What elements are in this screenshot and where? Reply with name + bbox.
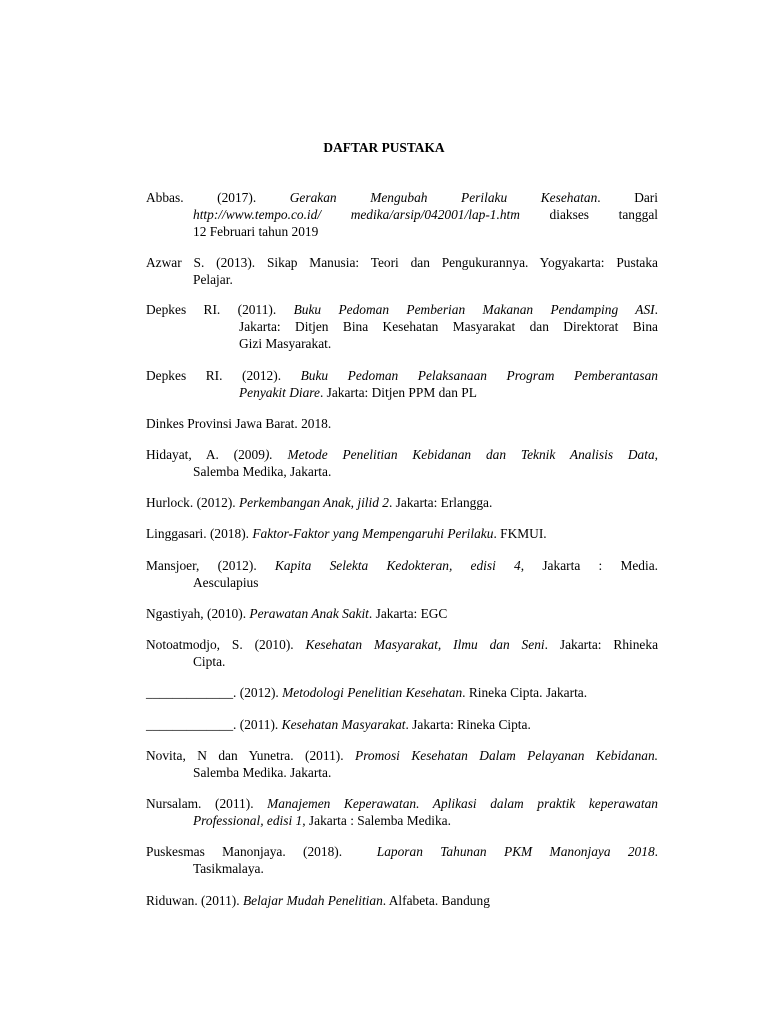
reference-text: Depkes RI. (2011). [146, 302, 294, 317]
reference-text: Ngastiyah, (2010). [146, 606, 250, 621]
reference-text: Linggasari. (2018). [146, 526, 253, 541]
reference-text: _____________. (2011). [146, 717, 282, 732]
reference-text: Puskesmas Manonjaya. (2018). [146, 844, 377, 859]
reference-line [146, 446, 658, 463]
reference-line [146, 557, 658, 574]
reference-text: Hidayat, A. (2009 [146, 447, 265, 462]
italic-title-text: Manajemen Keperawatan. Aplikasi dalam praktik keperawatan [267, 796, 658, 811]
italic-title-text: Laporan Tahunan PKM Manonjaya 2018 [376, 844, 655, 859]
reference-entry [146, 795, 658, 829]
reference-text: Tasikmalaya. [193, 861, 264, 876]
reference-text: . Dari [597, 190, 658, 205]
reference-entry [146, 415, 658, 432]
reference-entry [146, 747, 658, 781]
reference-line [146, 494, 658, 511]
reference-text: Gizi Masyarakat. [239, 336, 332, 351]
reference-text: . [654, 302, 658, 317]
reference-line [146, 189, 658, 206]
reference-text: Azwar S. (2013). Sikap Manusia: Teori dan Pengukurannya. Yogyakarta: Pustaka [146, 255, 658, 270]
reference-text: Hurlock. (2012). [146, 495, 239, 510]
italic-title-text: Faktor-Faktor yang Mempengaruhi Perilaku [252, 526, 494, 541]
italic-title-text: ). Metode Penelitian Kebidanan dan Teknik Analisis Data [264, 447, 655, 462]
reference-entry [146, 843, 658, 877]
reference-entry [146, 189, 658, 240]
italic-title-text: Belajar Mudah Penelitian [242, 893, 383, 908]
reference-line [146, 764, 658, 781]
italic-title-text: Metodologi Penelitian Kesehatan [282, 685, 463, 700]
italic-title-text: Promosi Kesehatan Dalam Pelayanan Kebidanan. [355, 748, 658, 763]
italic-title-text: Professional, edisi 1 [193, 813, 303, 828]
reference-text: . FKMUI. [493, 526, 547, 541]
italic-title-text: Kesehatan Masyarakat [281, 717, 406, 732]
reference-line [146, 463, 658, 480]
reference-text: _____________. (2012). [146, 685, 283, 700]
reference-entry [146, 636, 658, 670]
reference-text: . Jakarta: Ditjen PPM dan PL [319, 385, 477, 400]
reference-entry [146, 605, 658, 622]
reference-line [146, 684, 658, 701]
reference-line [146, 574, 658, 591]
italic-title-text: Perawatan Anak Sakit [249, 606, 369, 621]
reference-entry [146, 367, 658, 401]
reference-text: , [654, 447, 659, 462]
reference-text: Abbas. (2017). [146, 190, 290, 205]
reference-text: Cipta. [193, 654, 226, 669]
reference-text: Nursalam. (2011). [146, 796, 268, 811]
reference-text: Pelajar. [193, 272, 233, 287]
reference-line [146, 795, 658, 812]
reference-line [146, 812, 658, 829]
reference-line [146, 860, 658, 877]
italic-title-text: Buku Pedoman Pelaksanaan Program Pemberantasan [300, 368, 658, 383]
reference-entry [146, 446, 658, 480]
reference-text: Notoatmodjo, S. (2010). [146, 637, 306, 652]
reference-text: , Jakarta : Media. [520, 558, 658, 573]
reference-text: . Jakarta: EGC [368, 606, 448, 621]
reference-line [146, 892, 658, 909]
reference-text: . [654, 844, 658, 859]
italic-title-text: Kesehatan Masyarakat, Ilmu dan Seni [305, 637, 545, 652]
reference-entry [146, 494, 658, 511]
reference-text: Mansjoer, (2012). [146, 558, 275, 573]
reference-line [146, 415, 658, 432]
reference-text: 12 Februari tahun 2019 [193, 224, 319, 239]
italic-title-text: Perkembangan Anak, jilid 2 [238, 495, 389, 510]
reference-line [146, 843, 658, 860]
reference-line [146, 206, 658, 223]
italic-title-text: http://www.tempo.co.id/ medika/arsip/042001/lap-1.htm [193, 207, 520, 222]
reference-text: Salemba Medika. Jakarta. [193, 765, 332, 780]
reference-text: Aesculapius [193, 575, 259, 590]
italic-title-text: Kapita Selekta Kedokteran, edisi 4 [274, 558, 521, 573]
reference-text: . Alfabeta. Bandung [382, 893, 490, 908]
reference-line [146, 653, 658, 670]
reference-text: Novita, N dan Yunetra. (2011). [146, 748, 356, 763]
reference-text: diakses tanggal [519, 207, 659, 222]
reference-text: Jakarta: Ditjen Bina Kesehatan Masyarakat dan Direktorat Bina [239, 319, 658, 334]
reference-entry [146, 557, 658, 591]
reference-line [146, 636, 658, 653]
reference-entry [146, 525, 658, 542]
reference-line [146, 384, 658, 401]
reference-text: Dinkes Provinsi Jawa Barat. 2018. [146, 416, 332, 431]
reference-line [146, 716, 658, 733]
italic-title-text: Gerakan Mengubah Perilaku Kesehatan [289, 190, 598, 205]
reference-text: Depkes RI. (2012). [146, 368, 301, 383]
reference-entry [146, 254, 658, 288]
reference-line [146, 254, 658, 271]
reference-line [146, 301, 658, 318]
reference-entry [146, 301, 658, 352]
reference-line [146, 223, 658, 240]
reference-line [146, 335, 658, 352]
reference-entry [146, 716, 658, 733]
reference-line [146, 271, 658, 288]
reference-line [146, 367, 658, 384]
reference-text: . Rineka Cipta. Jakarta. [462, 685, 588, 700]
reference-line [146, 318, 658, 335]
reference-entry [146, 892, 658, 909]
reference-text: , Jakarta : Salemba Medika. [302, 813, 451, 828]
page-title: DAFTAR PUSTAKA [323, 140, 445, 155]
italic-title-text: Buku Pedoman Pemberian Makanan Pendamping ASI [293, 302, 655, 317]
italic-title-text: Penyakit Diare [239, 385, 320, 400]
reference-text: . Jakarta: Erlangga. [388, 495, 493, 510]
reference-line [146, 605, 658, 622]
reference-text: Riduwan. (2011). [146, 893, 243, 908]
reference-entry [146, 684, 658, 701]
reference-text: . Jakarta: Rineka Cipta. [405, 717, 531, 732]
reference-line [146, 747, 658, 764]
reference-line [146, 525, 658, 542]
reference-text: . Jakarta: Rhineka [544, 637, 659, 652]
reference-text: Salemba Medika, Jakarta. [193, 464, 332, 479]
